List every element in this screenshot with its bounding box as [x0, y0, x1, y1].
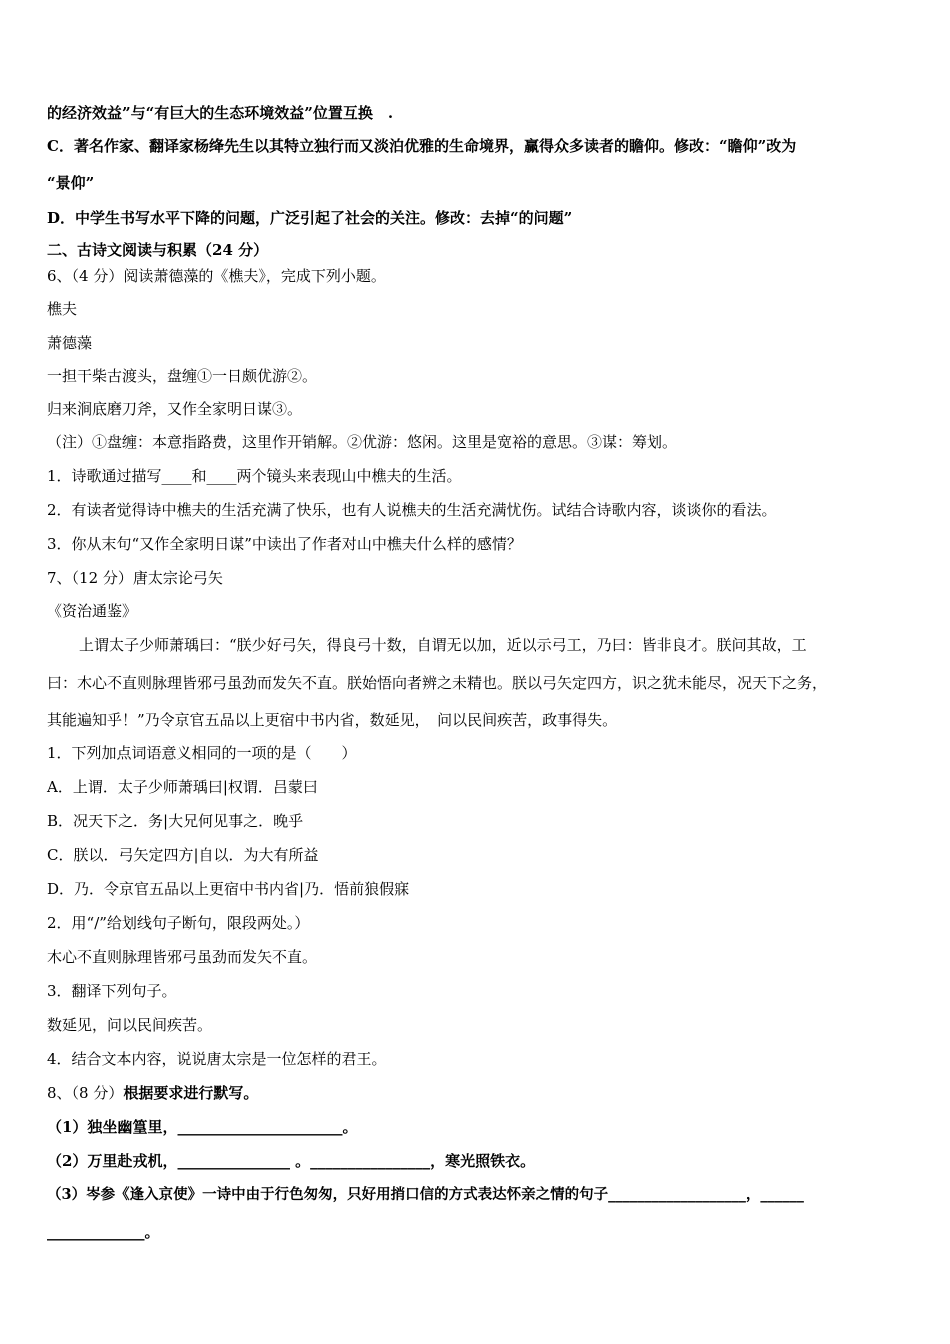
poem-line: 一担干柴古渡头，盘缠①一日颇优游②。: [47, 367, 318, 385]
question-item: 1．下列加点词语意义相同的一项的是（ ）: [47, 744, 357, 762]
source-title: 《资治通鉴》: [47, 602, 138, 620]
fill-blank-item: （1）独坐幽篁里，______________________。: [47, 1118, 358, 1136]
option-b: B．况天下之．务|大兄何见事之．晚乎: [47, 812, 304, 830]
question-7-title: 7、（12 分）唐太宗论弓矢: [47, 569, 223, 587]
option-d: D．乃．令京官五品以上更宿中书内省|乃．悟前狼假寐: [47, 880, 410, 898]
passage-line: 其能遍知乎！”乃令京官五品以上更宿中书内省，数延见， 问以民间疾苦，政事得失。: [47, 711, 618, 729]
text-line: “景仰”: [47, 174, 95, 192]
option-d: D．中学生书写水平下降的问题，广泛引起了社会的关注。修改：去掉“的问题”: [47, 209, 573, 227]
poem-line: 归来涧底磨刀斧，又作全家明日谋③。: [47, 400, 303, 418]
question-item: 1．诗歌通过描写____和____两个镜头来表现山中樵夫的生活。: [47, 467, 462, 485]
question-item: 4．结合文本内容，说说唐太宗是一位怎样的君王。: [47, 1050, 387, 1068]
question-text: 数延见，问以民间疾苦。: [47, 1016, 213, 1034]
poem-title: 樵夫: [47, 300, 78, 318]
poem-notes: （注）①盘缠：本意指路费，这里作开销解。②优游：悠闲。这里是宽裕的意思。③谋：筹划。: [47, 433, 678, 451]
question-8-instruction: 根据要求进行默写。: [123, 1084, 259, 1102]
question-item: 3．翻译下列句子。: [47, 982, 177, 1000]
passage-line: 上谓太子少师萧瑀曰：“朕少好弓矢，得良弓十数，自谓无以加，近以示弓工，乃曰：皆非良才。朕问其故，工: [79, 636, 807, 654]
section-heading: 二、古诗文阅读与积累（24 分）: [47, 241, 269, 259]
fill-blank-item: （3）岑参《逢入京使》一诗中由于行色匆匆，只好用捎口信的方式表达怀亲之情的句子___________________，______: [47, 1186, 804, 1203]
fill-blank-item: _____________。: [47, 1223, 160, 1241]
poem-author: 萧德藻: [47, 334, 93, 352]
question-item: 3．你从末句“又作全家明日谋”中读出了作者对山中樵夫什么样的感情？: [47, 535, 522, 553]
question-item: 2．用“/”给划线句子断句，限段两处。）: [47, 914, 310, 932]
question-6-title: 6、（4 分）阅读萧德藻的《樵夫》，完成下列小题。: [47, 267, 386, 285]
question-8-title: [47, 1083, 910, 1103]
option-c: C．朕以．弓矢定四方|自以．为大有所益: [47, 846, 319, 864]
option-c: C．著名作家、翻译家杨绛先生以其特立独行而又淡泊优雅的生命境界，赢得众多读者的瞻仰。修改：“瞻仰”改为: [47, 137, 797, 155]
fill-blank-item: （2）万里赴戎机，_______________ 。________________，寒光照铁衣。: [47, 1152, 536, 1170]
text-line: 的经济效益”与“有巨大的生态环境效益”位置互换 .: [47, 104, 394, 122]
question-text: 木心不直则脉理皆邪弓虽劲而发矢不直。: [47, 948, 318, 966]
passage-line: 曰：木心不直则脉理皆邪弓虽劲而发矢不直。朕始悟向者辨之未精也。朕以弓矢定四方，识之犹未能尽，况天下之务，: [47, 674, 828, 692]
option-a: A．上谓．太子少师萧瑀曰|权谓．吕蒙曰: [47, 778, 318, 796]
question-8-number: 8、（8 分）: [47, 1084, 124, 1102]
question-item: 2．有读者觉得诗中樵夫的生活充满了快乐，也有人说樵夫的生活充满忧伤。试结合诗歌内容，谈谈你的看法。: [47, 501, 777, 519]
